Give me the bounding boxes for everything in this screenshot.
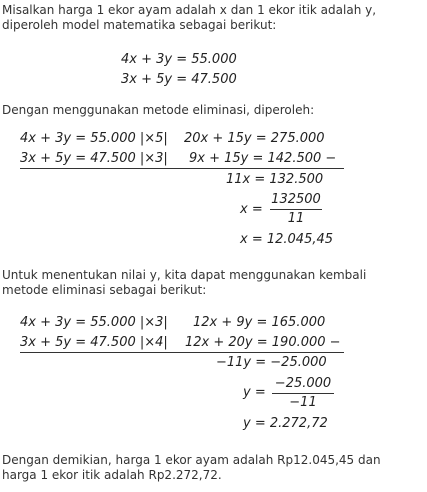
- elim-y-frac-lhs: y =: [243, 385, 266, 400]
- model-equation-2: 3x + 5y = 47.500: [121, 72, 237, 87]
- intro-line-1: Misalkan harga 1 ekor ayam adalah x dan 1 ekor itik adalah y,: [2, 3, 377, 17]
- elimination-heading: Dengan menggunakan metode eliminasi, diperoleh:: [2, 103, 315, 117]
- y-heading-line-1: Untuk menentukan nilai y, kita dapat menggunakan kembali: [2, 268, 367, 282]
- elim-y-fraction-bar: [272, 393, 334, 394]
- elim-x-frac-numerator: 132500: [271, 192, 321, 207]
- elim-y-frac-denominator: −11: [289, 395, 317, 410]
- elim-x-fraction-bar: [270, 209, 322, 210]
- elim-y-left-2: 3x + 5y = 47.500 |×4|: [20, 335, 168, 350]
- y-heading-line-2: metode eliminasi sebagai berikut:: [2, 283, 207, 297]
- model-equation-1: 4x + 3y = 55.000: [121, 52, 237, 67]
- elim-y-rule: [20, 352, 344, 353]
- elim-x-final: x = 12.045,45: [240, 232, 334, 247]
- elim-x-left-2: 3x + 5y = 47.500 |×3|: [20, 151, 168, 166]
- elim-y-left-1: 4x + 3y = 55.000 |×3|: [20, 315, 168, 330]
- conclusion-line-2: harga 1 ekor itik adalah Rp2.272,72.: [2, 468, 222, 482]
- elim-y-right-2: 12x + 20y = 190.000 −: [185, 335, 341, 350]
- elim-x-left-1: 4x + 3y = 55.000 |×5|: [20, 131, 168, 146]
- elim-y-final: y = 2.272,72: [243, 416, 328, 431]
- elim-x-rule: [20, 168, 344, 169]
- elim-x-right-2: 9x + 15y = 142.500 −: [189, 151, 337, 166]
- elim-x-frac-denominator: 11: [287, 211, 305, 226]
- elim-x-result: 11x = 132.500: [226, 172, 324, 187]
- elim-y-result: −11y = −25.000: [216, 355, 327, 370]
- conclusion-line-1: Dengan demikian, harga 1 ekor ayam adalah Rp12.045,45 dan: [2, 453, 381, 467]
- intro-line-2: diperoleh model matematika sebagai berikut:: [2, 18, 277, 32]
- elim-x-frac-lhs: x =: [240, 202, 263, 217]
- elim-x-right-1: 20x + 15y = 275.000: [184, 131, 325, 146]
- elim-y-frac-numerator: −25.000: [274, 376, 332, 391]
- elim-y-right-1: 12x + 9y = 165.000: [193, 315, 326, 330]
